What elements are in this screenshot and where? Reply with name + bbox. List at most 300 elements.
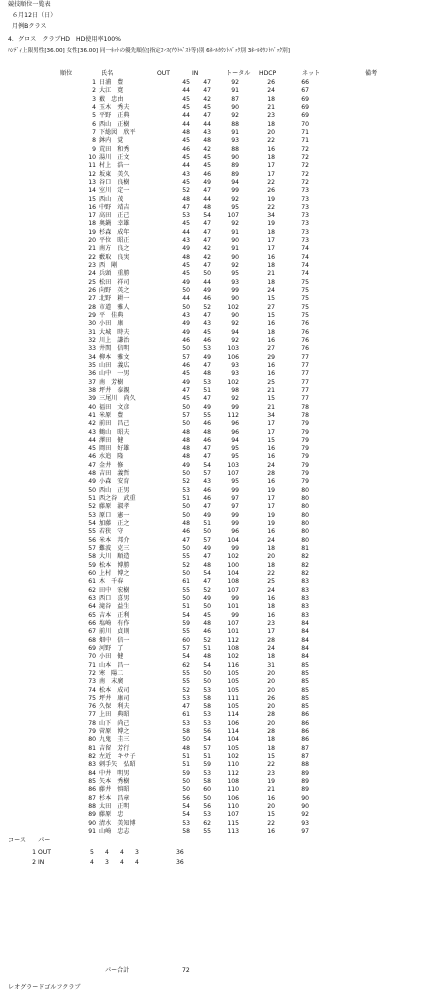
hdcp-cell: 19 <box>267 195 275 203</box>
hdcp-cell: 17 <box>267 628 275 636</box>
rank-cell: 84 <box>88 769 96 777</box>
player-name-cell: 澤田 健 <box>99 436 124 444</box>
out-score-cell: 47 <box>182 536 190 544</box>
hdcp-cell: 15 <box>267 395 275 403</box>
player-name-cell: 西山 正男 <box>99 486 130 494</box>
rank-cell: 67 <box>88 628 96 636</box>
rank-cell: 55 <box>88 528 96 536</box>
player-name-cell: 前川 貞則 <box>99 628 130 636</box>
rank-cell: 70 <box>88 653 96 661</box>
out-score-cell: 45 <box>182 79 190 86</box>
out-score-cell: 48 <box>182 744 190 752</box>
in-score-cell: 48 <box>203 619 211 627</box>
net-score-cell: 86 <box>301 719 309 727</box>
out-score-cell: 54 <box>182 803 190 810</box>
total-score-cell: 107 <box>227 619 239 627</box>
table-row <box>0 172 429 180</box>
in-score-cell: 49 <box>203 545 211 553</box>
in-score-cell: 54 <box>203 736 211 744</box>
hdcp-cell: 18 <box>267 561 275 569</box>
rank-cell: 44 <box>88 436 96 444</box>
player-name-cell: 水追 隆 <box>99 453 124 461</box>
in-score-cell: 47 <box>203 578 211 586</box>
out-score-cell: 49 <box>182 245 190 253</box>
hdcp-cell: 19 <box>267 778 275 786</box>
out-score-cell: 58 <box>182 827 190 835</box>
rank-cell: 16 <box>88 203 96 211</box>
player-name-cell: 村上 浩一 <box>99 162 130 170</box>
rank-cell: 64 <box>88 603 96 611</box>
hdcp-cell: 22 <box>267 819 275 827</box>
table-row <box>0 696 429 704</box>
total-score-cell: 101 <box>227 603 239 611</box>
net-score-cell: 83 <box>301 594 309 602</box>
net-score-cell: 82 <box>301 561 309 569</box>
hdcp-cell: 16 <box>267 827 275 835</box>
table-row <box>0 147 429 155</box>
rank-cell: 21 <box>88 245 96 253</box>
total-score-cell: 88 <box>231 145 239 153</box>
in-score-cell: 51 <box>203 753 211 761</box>
in-score-cell: 47 <box>203 503 211 511</box>
table-row <box>0 80 429 88</box>
player-name-cell: 薮 忠由 <box>99 95 124 103</box>
total-score-cell: 112 <box>227 411 239 419</box>
total-score-cell: 91 <box>231 245 239 253</box>
rank-cell: 10 <box>88 153 96 161</box>
in-score-cell: 48 <box>203 561 211 569</box>
player-name-cell: 日浦 豊 <box>99 79 124 86</box>
out-score-cell: 47 <box>182 203 190 211</box>
player-name-cell: 谷口 良樹 <box>99 178 130 186</box>
net-score-cell: 97 <box>301 827 309 835</box>
rank-cell: 48 <box>88 470 96 478</box>
hdcp-cell: 24 <box>267 287 275 295</box>
in-score-cell: 47 <box>203 228 211 236</box>
player-name-cell: 柳本 雅文 <box>99 353 130 361</box>
table-row <box>0 255 429 263</box>
out-score-cell: 46 <box>182 145 190 153</box>
hdcp-cell: 16 <box>267 528 275 536</box>
table-row <box>0 463 429 471</box>
hdcp-cell: 20 <box>267 128 275 136</box>
player-name-cell: 山中 一男 <box>99 370 130 378</box>
net-score-cell: 90 <box>301 803 309 810</box>
out-score-cell: 50 <box>182 786 190 794</box>
in-score-cell: 47 <box>203 79 211 86</box>
net-score-cell: 73 <box>301 203 309 211</box>
out-score-cell: 51 <box>182 603 190 611</box>
player-name-cell: 川上 謙治 <box>99 336 130 344</box>
in-score-cell: 43 <box>203 128 211 136</box>
rank-cell: 76 <box>88 703 96 711</box>
net-score-cell: 77 <box>301 370 309 378</box>
net-score-cell: 79 <box>301 478 309 486</box>
out-score-cell: 51 <box>182 761 190 769</box>
player-name-cell: 滝谷 益生 <box>99 603 130 611</box>
hdcp-cell: 23 <box>267 619 275 627</box>
in-score-cell: 62 <box>203 819 211 827</box>
rank-cell: 49 <box>88 478 96 486</box>
in-score-cell: 44 <box>203 195 211 203</box>
hdcp-cell: 20 <box>267 678 275 686</box>
net-score-cell: 77 <box>301 386 309 394</box>
total-score-cell: 96 <box>231 420 239 428</box>
rank-cell: 50 <box>88 486 96 494</box>
out-score-cell: 47 <box>182 386 190 394</box>
total-score-cell: 102 <box>227 753 239 761</box>
table-row <box>0 679 429 687</box>
in-score-cell: 46 <box>203 436 211 444</box>
hdcp-cell: 19 <box>267 511 275 519</box>
in-score-cell: 42 <box>203 145 211 153</box>
player-name-cell: 平位 昭正 <box>99 237 130 245</box>
out-score-cell: 50 <box>182 420 190 428</box>
in-score-cell: 47 <box>203 87 211 95</box>
out-score-cell: 47 <box>182 703 190 711</box>
total-score-cell: 106 <box>227 353 239 361</box>
out-score-cell: 55 <box>182 678 190 686</box>
out-score-cell: 53 <box>182 819 190 827</box>
total-score-cell: 112 <box>227 636 239 644</box>
net-score-cell: 72 <box>301 178 309 186</box>
par-total-value: 72 <box>182 967 190 974</box>
table-row <box>0 579 429 587</box>
hdcp-cell: 24 <box>267 536 275 544</box>
net-score-cell: 77 <box>301 361 309 369</box>
out-score-cell: 51 <box>182 495 190 503</box>
table-row <box>0 413 429 421</box>
hdcp-cell: 17 <box>267 420 275 428</box>
player-name-cell: 杉森 成年 <box>99 228 130 236</box>
table-row <box>0 246 429 254</box>
table-row <box>0 355 429 363</box>
rank-cell: 36 <box>88 370 96 378</box>
total-score-cell: 95 <box>231 270 239 278</box>
out-score-cell: 50 <box>182 570 190 577</box>
in-score-cell: 50 <box>203 669 211 677</box>
hdcp-cell: 21 <box>267 786 275 794</box>
total-score-cell: 102 <box>227 303 239 311</box>
club-name: レオグラードゴルフクラブ <box>8 984 81 991</box>
hdcp-cell: 22 <box>267 761 275 769</box>
player-name-cell: 大川 順造 <box>99 553 130 561</box>
total-score-cell: 108 <box>227 578 239 586</box>
player-name-cell: 加藤 正之 <box>99 520 130 528</box>
hdcp-cell: 20 <box>267 703 275 711</box>
player-name-cell: 米原 豊 <box>99 411 124 419</box>
table-row <box>0 596 429 604</box>
total-score-cell: 114 <box>227 711 239 719</box>
hdcp-cell: 17 <box>267 503 275 511</box>
total-score-cell: 97 <box>231 495 239 503</box>
player-name-cell: 西 剛 <box>99 262 118 270</box>
net-score-cell: 79 <box>301 453 309 461</box>
hdcp-cell: 17 <box>267 162 275 170</box>
rank-cell: 91 <box>88 827 96 835</box>
net-score-cell: 81 <box>301 545 309 553</box>
rank-cell: 87 <box>88 794 96 802</box>
net-score-cell: 75 <box>301 303 309 311</box>
total-score-cell: 99 <box>231 486 239 494</box>
rank-cell: 56 <box>88 536 96 544</box>
in-score-cell: 48 <box>203 428 211 436</box>
total-score-cell: 102 <box>227 378 239 386</box>
table-row <box>0 804 429 812</box>
total-score-cell: 107 <box>227 811 239 819</box>
player-name-cell: 兵頭 重勝 <box>99 270 130 278</box>
hdcp-cell: 19 <box>267 486 275 494</box>
out-score-cell: 46 <box>182 361 190 369</box>
in-score-cell: 42 <box>203 253 211 261</box>
player-name-cell: 南 芳樹 <box>99 378 124 386</box>
rank-cell: 78 <box>88 719 96 727</box>
net-score-cell: 75 <box>301 312 309 320</box>
table-row <box>0 438 429 446</box>
column-header-row <box>0 71 429 79</box>
hdcp-cell: 34 <box>267 411 275 419</box>
net-score-cell: 78 <box>301 403 309 411</box>
net-score-cell: 75 <box>301 295 309 303</box>
hdcp-cell: 16 <box>267 361 275 369</box>
hdcp-cell: 16 <box>267 253 275 261</box>
total-score-cell: 105 <box>227 686 239 694</box>
hdcp-cell: 16 <box>267 794 275 802</box>
total-score-cell: 89 <box>231 162 239 170</box>
total-score-cell: 110 <box>227 761 239 769</box>
in-score-cell: 50 <box>203 678 211 686</box>
net-score-cell: 80 <box>301 486 309 494</box>
out-score-cell: 44 <box>182 120 190 128</box>
par-row-name: OUT <box>38 849 51 856</box>
table-row <box>0 654 429 662</box>
table-row <box>0 180 429 188</box>
rank-cell: 74 <box>88 686 96 694</box>
rank-cell: 45 <box>88 445 96 453</box>
table-row <box>0 762 429 770</box>
net-score-cell: 79 <box>301 445 309 453</box>
out-score-cell: 58 <box>182 728 190 736</box>
table-row <box>0 421 429 429</box>
net-score-cell: 77 <box>301 378 309 386</box>
total-score-cell: 93 <box>231 361 239 369</box>
rank-cell: 41 <box>88 411 96 419</box>
in-score-cell: 47 <box>203 187 211 195</box>
player-name-cell: 山崎 忠志 <box>99 827 130 835</box>
rank-cell: 11 <box>88 162 96 170</box>
table-row <box>0 671 429 679</box>
player-name-cell: 難波 克三 <box>99 545 130 553</box>
rank-cell: 15 <box>88 195 96 203</box>
in-score-cell: 47 <box>203 112 211 120</box>
rank-cell: 2 <box>92 87 96 95</box>
rank-cell: 65 <box>88 611 96 619</box>
rank-cell: 19 <box>88 228 96 236</box>
hdcp-cell: 18 <box>267 328 275 336</box>
net-score-cell: 90 <box>301 794 309 802</box>
total-score-cell: 99 <box>231 403 239 411</box>
total-score-cell: 101 <box>227 628 239 636</box>
rank-cell: 89 <box>88 811 96 819</box>
net-score-cell: 79 <box>301 428 309 436</box>
total-score-cell: 115 <box>227 819 239 827</box>
out-score-cell: 48 <box>182 195 190 203</box>
hdcp-cell: 16 <box>267 478 275 486</box>
player-name-cell: 松田 祥司 <box>99 278 130 286</box>
table-row <box>0 563 429 571</box>
out-score-cell: 55 <box>182 553 190 561</box>
par-hole: 4 <box>135 859 139 866</box>
total-score-cell: 105 <box>227 744 239 752</box>
out-score-cell: 54 <box>182 811 190 819</box>
table-row <box>0 330 429 338</box>
in-score-cell: 57 <box>203 470 211 478</box>
rank-cell: 42 <box>88 420 96 428</box>
net-score-cell: 80 <box>301 503 309 511</box>
net-score-cell: 85 <box>301 686 309 694</box>
in-score-cell: 58 <box>203 778 211 786</box>
rank-cell: 79 <box>88 728 96 736</box>
rank-cell: 4 <box>92 103 96 111</box>
net-score-cell: 67 <box>301 87 309 95</box>
total-score-cell: 93 <box>231 370 239 378</box>
table-row <box>0 313 429 321</box>
table-row <box>0 280 429 288</box>
in-score-cell: 53 <box>203 719 211 727</box>
player-name-cell: 金井 修 <box>99 461 124 469</box>
rank-cell: 88 <box>88 803 96 810</box>
table-row <box>0 205 429 213</box>
player-name-cell: 上村 博之 <box>99 570 130 577</box>
player-name-cell: 藤井 慎昭 <box>99 786 130 794</box>
hdcp-cell: 16 <box>267 453 275 461</box>
player-name-cell: 西山 茂 <box>99 195 124 203</box>
hdcp-cell: 18 <box>267 653 275 661</box>
col-total-header: トータル <box>226 70 251 77</box>
net-score-cell: 76 <box>301 320 309 328</box>
net-score-cell: 84 <box>301 653 309 661</box>
rank-cell: 63 <box>88 594 96 602</box>
net-score-cell: 85 <box>301 703 309 711</box>
hdcp-cell: 31 <box>267 661 275 669</box>
out-score-cell: 57 <box>182 353 190 361</box>
net-score-cell: 74 <box>301 253 309 261</box>
hdcp-cell: 27 <box>267 345 275 353</box>
in-score-cell: 50 <box>203 528 211 536</box>
out-score-cell: 62 <box>182 661 190 669</box>
rank-cell: 62 <box>88 586 96 594</box>
table-row <box>0 588 429 596</box>
table-row <box>0 155 429 163</box>
in-score-cell: 45 <box>203 162 211 170</box>
net-score-cell: 80 <box>301 536 309 544</box>
rank-cell: 8 <box>92 137 96 145</box>
rank-cell: 54 <box>88 520 96 528</box>
table-row <box>0 380 429 388</box>
in-score-cell: 50 <box>203 794 211 802</box>
hdcp-cell: 29 <box>267 353 275 361</box>
net-score-cell: 73 <box>301 220 309 228</box>
table-row <box>0 704 429 712</box>
hdcp-cell: 25 <box>267 578 275 586</box>
col-remarks-header: 備考 <box>365 70 378 77</box>
player-name-cell: 吉田 義哲 <box>99 470 130 478</box>
table-row <box>0 646 429 654</box>
player-name-cell: 塩崎 有作 <box>99 619 130 627</box>
hdcp-cell: 15 <box>267 753 275 761</box>
net-score-cell: 85 <box>301 678 309 686</box>
in-score-cell: 54 <box>203 461 211 469</box>
net-score-cell: 87 <box>301 753 309 761</box>
player-name-cell: 小森 安育 <box>99 478 130 486</box>
hdcp-cell: 17 <box>267 428 275 436</box>
out-score-cell: 61 <box>182 578 190 586</box>
out-score-cell: 48 <box>182 253 190 261</box>
net-score-cell: 73 <box>301 228 309 236</box>
hdcp-cell: 19 <box>267 520 275 528</box>
player-name-cell: 米本 邦介 <box>99 536 130 544</box>
out-score-cell: 49 <box>182 461 190 469</box>
rank-cell: 80 <box>88 736 96 744</box>
rank-cell: 51 <box>88 495 96 503</box>
hdcp-cell: 26 <box>267 79 275 86</box>
table-row <box>0 446 429 454</box>
rank-cell: 73 <box>88 678 96 686</box>
out-score-cell: 50 <box>182 345 190 353</box>
player-name-cell: 左近 キサ子 <box>99 753 136 761</box>
total-score-cell: 102 <box>227 653 239 661</box>
table-row <box>0 188 429 196</box>
in-score-cell: 53 <box>203 811 211 819</box>
hdcp-cell: 17 <box>267 170 275 178</box>
net-score-cell: 74 <box>301 245 309 253</box>
player-name-cell: 西山 正樹 <box>99 120 130 128</box>
competition-class: 月例Bクラス <box>12 23 47 30</box>
table-row <box>0 122 429 130</box>
in-score-cell: 49 <box>203 403 211 411</box>
total-score-cell: 94 <box>231 328 239 336</box>
net-score-cell: 85 <box>301 661 309 669</box>
rank-cell: 59 <box>88 561 96 569</box>
rank-cell: 39 <box>88 395 96 403</box>
rank-cell: 7 <box>92 128 96 136</box>
rank-cell: 31 <box>88 328 96 336</box>
hdcp-cell: 16 <box>267 336 275 344</box>
rank-cell: 46 <box>88 453 96 461</box>
out-score-cell: 50 <box>182 470 190 478</box>
hdcp-cell: 18 <box>267 278 275 286</box>
par-hole: 4 <box>120 859 124 866</box>
rank-cell: 24 <box>88 270 96 278</box>
player-name-cell: 坪井 泰親 <box>99 386 130 394</box>
total-score-cell: 90 <box>231 103 239 111</box>
out-score-cell: 55 <box>182 586 190 594</box>
table-row <box>0 796 429 804</box>
in-score-cell: 54 <box>203 570 211 577</box>
hdcp-cell: 20 <box>267 686 275 694</box>
total-score-cell: 105 <box>227 669 239 677</box>
in-score-cell: 60 <box>203 786 211 794</box>
table-row <box>0 271 429 279</box>
in-score-cell: 57 <box>203 744 211 752</box>
rank-cell: 71 <box>88 661 96 669</box>
rank-cell: 40 <box>88 403 96 411</box>
net-score-cell: 83 <box>301 578 309 586</box>
player-name-cell: 田中 宏樹 <box>99 586 130 594</box>
table-row <box>0 629 429 637</box>
col-out-header: OUT <box>157 70 170 77</box>
out-score-cell: 50 <box>182 778 190 786</box>
